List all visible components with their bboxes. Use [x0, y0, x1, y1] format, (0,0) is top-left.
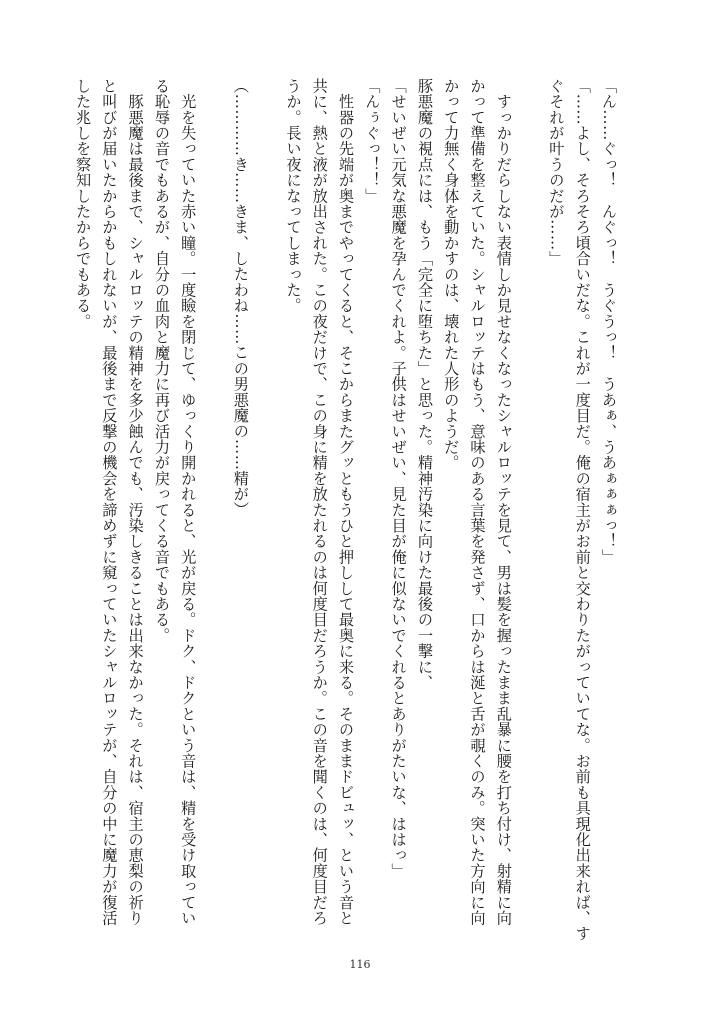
text-line: 「ん……ぐっ！ んぐっ！ うぐうっ！ うあぁ、うあぁぁぁっ！」 [600, 78, 618, 565]
text-line: 「せいぜい元気な悪魔を孕んでくれよ。子供はせいぜい、見た目が俺に似ないでくれるとありがたいな、ははっ」 [389, 78, 408, 879]
text-line: ぐそれが叶うのだが……」 [547, 78, 566, 267]
text-line: と叫びが届いたからかもしれないが、最後まで反撃の機会を諦めずに窺っていたシャルロッテが、自分の中に魔力が復活 [100, 78, 119, 926]
text-line: した兆しを察知したからでもある。 [74, 78, 93, 330]
text-line: （…………き……きま、したわね……この男悪魔の……精が） [231, 78, 250, 518]
vertical-text-body [74, 78, 622, 948]
text-line: かって準備を整えていた。シャルロッテはもう、意味のある言葉を発さず、口からは涎と舌が覗くのみ。突いた方向に向 [468, 78, 487, 926]
blank-line [517, 78, 543, 948]
text-line: 性器の先端が奥までやってくると、そこからまたグッともうひと押しして最奥に来る。そのままドビュッ、という音と [337, 78, 356, 926]
text-line: かって力無く身体を動かすのは、壊れた人形のようだ。 [442, 78, 461, 471]
text-line: る恥辱の音でもあるが、自分の血肉と魔力に再び活力が戻ってくる音でもある。 [152, 78, 171, 644]
blank-line [254, 78, 280, 948]
text-line: 光を失っていた赤い瞳。一度瞼を閉じて、ゆっくり開かれると、光が戻る。ドク、ドクという音は、精を受け取ってい [179, 78, 198, 926]
text-line: 豚悪魔は最後まで、シャルロッテの精神を多少蝕んでも、汚染しきることは出来なかった。それは、宿主の恵梨の祈り [126, 78, 145, 926]
text-line: すっかりだらしない表情しか見せなくなったシャルロッテを見て、男は髪を握ったまま乱暴に腰を打ち付け、射精に向 [494, 78, 513, 926]
text-line: 共に、熱と液が放出された。この夜だけで、この身に精を放たれるのは何度目だろうか。この音を聞くのは、何度目だろ [310, 78, 329, 926]
page-number: 116 [349, 958, 371, 971]
text-line: 豚悪魔の視点には、もう「完全に堕ちた」と思った。精神汚染に向けた最後の一撃に、 [415, 78, 434, 691]
text-line: 「……よし、そろそろ頃合いだな。これが一度目だ。俺の宿主がお前と交わりたがっていてな。お前も具現化出来れば、す [573, 78, 592, 942]
text-line: 「んぅぐっ！！」 [363, 78, 382, 204]
blank-line [201, 78, 227, 948]
text-line: うか。長い夜になってしまった。 [284, 78, 303, 314]
